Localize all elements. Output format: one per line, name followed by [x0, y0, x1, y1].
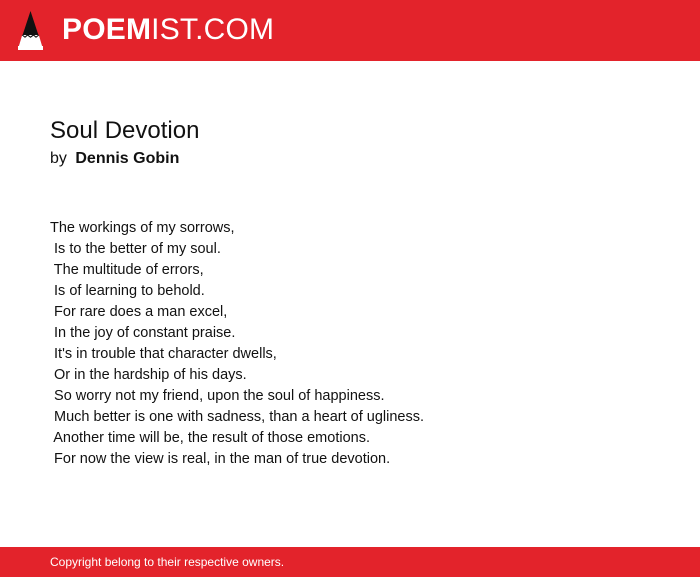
poem-line-9: So worry not my friend, upon the soul of happiness. [50, 388, 385, 404]
logo-brand-light: IST.COM [151, 13, 275, 46]
poem-line-12: For now the view is real, in the man of true devotion. [50, 451, 391, 467]
poem-body [50, 218, 650, 470]
poem-line-7: It's in trouble that character dwells, [50, 346, 277, 362]
poem-line-3: The multitude of errors, [50, 262, 204, 278]
poem-line-5: For rare does a man excel, [50, 304, 228, 320]
poem-line-8: Or in the hardship of his days. [50, 367, 247, 383]
poem-line-1: The workings of my sorrows, [50, 220, 235, 236]
site-logo[interactable] [62, 12, 274, 48]
site-footer [0, 547, 700, 577]
poem-title: Soul Devotion [50, 117, 200, 144]
poem-line-10: Much better is one with sadness, than a heart of ugliness. [50, 409, 424, 425]
by-label: by [50, 150, 67, 167]
poem-line-6: In the joy of constant praise. [50, 325, 236, 341]
copyright-text: Copyright belong to their respective owners. [50, 555, 285, 569]
poem-line-2: Is to the better of my soul. [50, 241, 221, 257]
author-byline [50, 148, 179, 170]
logo-brand-bold: POEM [62, 13, 152, 46]
poem-line-11: Another time will be, the result of those emotions. [50, 430, 370, 446]
pencil-icon[interactable] [17, 10, 44, 52]
site-header [0, 0, 700, 61]
poem-line-4: Is of learning to behold. [50, 283, 205, 299]
author-name: Dennis Gobin [75, 150, 180, 167]
